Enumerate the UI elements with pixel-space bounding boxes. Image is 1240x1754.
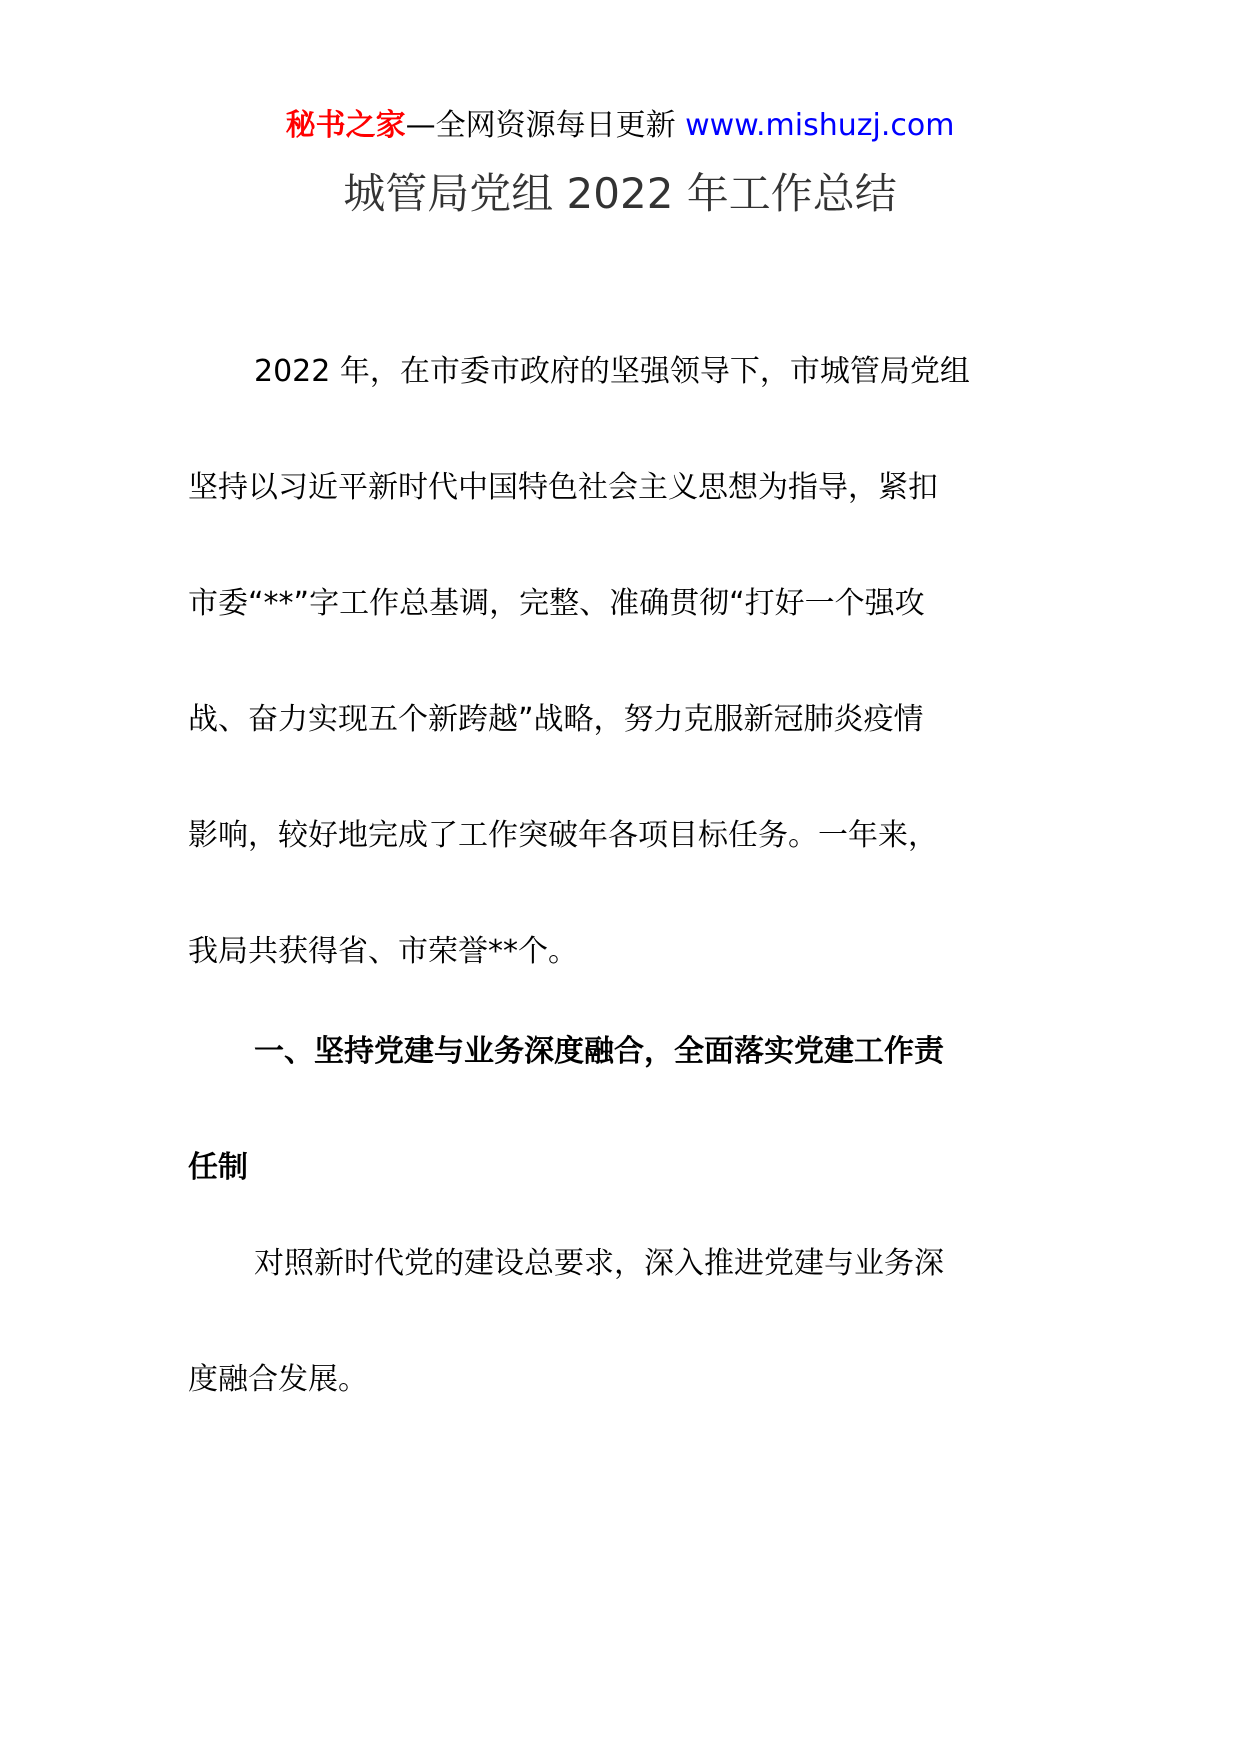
paragraph-1-line-2: 坚持以习近平新时代中国特色社会主义思想为指导，紧扣: [188, 470, 938, 505]
site-header: [0, 106, 1240, 146]
paragraph-2-line-1: 对照新时代党的建设总要求，深入推进党建与业务深: [254, 1246, 944, 1281]
paragraph-1-line-5: 影响，较好地完成了工作突破年各项目标任务。一年来，: [188, 818, 938, 853]
header-slogan: —全网资源每日更新: [405, 108, 686, 143]
section-heading-line-2: 任制: [188, 1150, 248, 1185]
paragraph-1-line-3: 市委“**”字工作总基调，完整、准确贯彻“打好一个强攻: [188, 586, 925, 621]
paragraph-1-line-6: 我局共获得省、市荣誉**个。: [188, 934, 578, 969]
brand-name: 秘书之家: [285, 108, 406, 143]
document-title: 城管局党组 2022 年工作总结: [343, 169, 897, 218]
paragraph-1-line-4: 战、奋力实现五个新跨越”战略，努力克服新冠肺炎疫情: [188, 702, 924, 737]
site-url-link[interactable]: www.mishuzj.com: [685, 108, 955, 143]
section-heading-line-1: 一、坚持党建与业务深度融合，全面落实党建工作责: [254, 1034, 944, 1069]
paragraph-2-line-2: 度融合发展。: [188, 1362, 368, 1397]
paragraph-1-line-1: 2022 年，在市委市政府的坚强领导下，市城管局党组: [254, 354, 970, 389]
